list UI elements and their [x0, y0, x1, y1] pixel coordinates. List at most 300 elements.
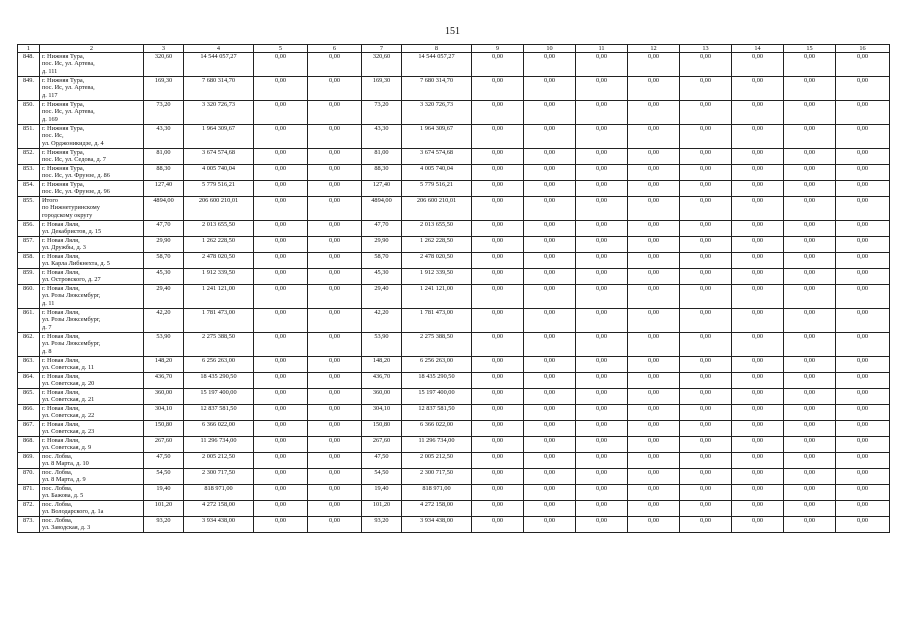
value-cell: 4894,00 — [144, 197, 184, 221]
value-cell: 0,00 — [472, 437, 524, 453]
value-cell: 0,00 — [254, 165, 308, 181]
table-row — [18, 253, 890, 269]
value-cell: 0,00 — [836, 237, 890, 253]
value-cell: 1 262 228,50 — [402, 237, 472, 253]
table-row — [18, 237, 890, 253]
value-cell: 148,20 — [362, 357, 402, 373]
value-cell: 0,00 — [472, 53, 524, 77]
value-cell: 0,00 — [524, 501, 576, 517]
value-cell: 0,00 — [784, 197, 836, 221]
value-cell: 0,00 — [576, 197, 628, 221]
row-number-cell: 862. — [18, 333, 40, 357]
value-cell: 0,00 — [628, 357, 680, 373]
value-cell: 0,00 — [254, 389, 308, 405]
table-row — [18, 501, 890, 517]
row-number-cell: 866. — [18, 405, 40, 421]
value-cell: 0,00 — [628, 405, 680, 421]
value-cell: 0,00 — [784, 237, 836, 253]
value-cell: 0,00 — [784, 53, 836, 77]
value-cell: 0,00 — [576, 309, 628, 333]
value-cell: 0,00 — [254, 485, 308, 501]
table-row — [18, 285, 890, 309]
value-cell: 0,00 — [308, 165, 362, 181]
value-cell: 0,00 — [524, 181, 576, 197]
value-cell: 0,00 — [308, 269, 362, 285]
value-cell: 1 262 228,50 — [184, 237, 254, 253]
value-cell: 0,00 — [254, 501, 308, 517]
column-header: 4 — [184, 45, 254, 53]
value-cell: 169,30 — [362, 77, 402, 101]
column-header: 3 — [144, 45, 184, 53]
value-cell: 53,90 — [362, 333, 402, 357]
value-cell: 0,00 — [836, 405, 890, 421]
value-cell: 0,00 — [472, 221, 524, 237]
value-cell: 0,00 — [576, 77, 628, 101]
address-cell: пос. Лобва, ул. 8 Марта, д. 9 — [40, 469, 144, 485]
value-cell: 15 197 400,00 — [402, 389, 472, 405]
value-cell: 1 964 309,67 — [184, 125, 254, 149]
value-cell: 29,90 — [144, 237, 184, 253]
value-cell: 42,20 — [362, 309, 402, 333]
value-cell: 7 680 314,70 — [402, 77, 472, 101]
value-cell: 0,00 — [576, 405, 628, 421]
value-cell: 0,00 — [784, 125, 836, 149]
table-header — [18, 45, 890, 53]
column-header: 11 — [576, 45, 628, 53]
value-cell: 0,00 — [836, 421, 890, 437]
column-header: 8 — [402, 45, 472, 53]
value-cell: 0,00 — [784, 389, 836, 405]
value-cell: 2 275 388,50 — [402, 333, 472, 357]
value-cell: 0,00 — [472, 101, 524, 125]
value-cell: 6 366 022,00 — [184, 421, 254, 437]
value-cell: 0,00 — [784, 333, 836, 357]
value-cell: 0,00 — [732, 197, 784, 221]
table-row — [18, 181, 890, 197]
value-cell: 0,00 — [576, 517, 628, 533]
value-cell: 0,00 — [836, 197, 890, 221]
value-cell: 0,00 — [524, 373, 576, 389]
address-cell: г. Новая Ляля, ул. Розы Люксембург, д. 7 — [40, 309, 144, 333]
table-row — [18, 221, 890, 237]
value-cell: 304,10 — [144, 405, 184, 421]
value-cell: 0,00 — [732, 421, 784, 437]
value-cell: 0,00 — [628, 77, 680, 101]
value-cell: 0,00 — [524, 285, 576, 309]
column-header: 13 — [680, 45, 732, 53]
value-cell: 0,00 — [472, 181, 524, 197]
value-cell: 0,00 — [524, 53, 576, 77]
row-number-cell: 853. — [18, 165, 40, 181]
value-cell: 818 971,00 — [402, 485, 472, 501]
value-cell: 0,00 — [836, 221, 890, 237]
value-cell: 0,00 — [628, 253, 680, 269]
value-cell: 0,00 — [680, 373, 732, 389]
value-cell: 0,00 — [680, 165, 732, 181]
value-cell: 0,00 — [732, 253, 784, 269]
value-cell: 2 478 020,50 — [184, 253, 254, 269]
value-cell: 127,40 — [144, 181, 184, 197]
value-cell: 0,00 — [308, 221, 362, 237]
value-cell: 0,00 — [680, 77, 732, 101]
value-cell: 0,00 — [628, 125, 680, 149]
value-cell: 0,00 — [784, 469, 836, 485]
value-cell: 47,70 — [144, 221, 184, 237]
value-cell: 169,30 — [144, 77, 184, 101]
registry-table — [17, 44, 890, 533]
value-cell: 0,00 — [732, 53, 784, 77]
value-cell: 81,00 — [362, 149, 402, 165]
value-cell: 0,00 — [308, 333, 362, 357]
row-number-cell: 864. — [18, 373, 40, 389]
row-number-cell: 860. — [18, 285, 40, 309]
value-cell: 0,00 — [836, 437, 890, 453]
value-cell: 88,30 — [362, 165, 402, 181]
row-number-cell: 854. — [18, 181, 40, 197]
table-row — [18, 165, 890, 181]
value-cell: 0,00 — [784, 373, 836, 389]
value-cell: 3 934 438,00 — [402, 517, 472, 533]
value-cell: 3 320 726,73 — [184, 101, 254, 125]
table-row — [18, 421, 890, 437]
value-cell: 320,60 — [144, 53, 184, 77]
row-number-cell: 859. — [18, 269, 40, 285]
value-cell: 0,00 — [254, 197, 308, 221]
value-cell: 0,00 — [628, 149, 680, 165]
value-cell: 4 272 158,00 — [402, 501, 472, 517]
value-cell: 11 296 734,00 — [402, 437, 472, 453]
value-cell: 0,00 — [576, 437, 628, 453]
value-cell: 0,00 — [524, 253, 576, 269]
value-cell: 0,00 — [628, 221, 680, 237]
table-row — [18, 53, 890, 77]
address-cell: г. Новая Ляля, ул. Дружбы, д. 3 — [40, 237, 144, 253]
value-cell: 93,20 — [144, 517, 184, 533]
value-cell: 0,00 — [576, 149, 628, 165]
value-cell: 0,00 — [628, 285, 680, 309]
value-cell: 0,00 — [254, 309, 308, 333]
value-cell: 0,00 — [628, 237, 680, 253]
value-cell: 0,00 — [472, 253, 524, 269]
value-cell: 0,00 — [732, 373, 784, 389]
value-cell: 0,00 — [254, 181, 308, 197]
table-row — [18, 309, 890, 333]
row-number-cell: 851. — [18, 125, 40, 149]
value-cell: 0,00 — [524, 101, 576, 125]
address-cell: г. Новая Ляля, ул. Розы Люксембург, д. 11 — [40, 285, 144, 309]
value-cell: 0,00 — [836, 77, 890, 101]
column-header: 2 — [40, 45, 144, 53]
value-cell: 0,00 — [576, 333, 628, 357]
value-cell: 0,00 — [254, 253, 308, 269]
value-cell: 0,00 — [784, 485, 836, 501]
value-cell: 0,00 — [308, 53, 362, 77]
value-cell: 304,10 — [362, 405, 402, 421]
value-cell: 1 241 121,00 — [402, 285, 472, 309]
value-cell: 0,00 — [732, 453, 784, 469]
address-cell: пос. Лобва, ул. 8 Марта, д. 10 — [40, 453, 144, 469]
value-cell: 42,20 — [144, 309, 184, 333]
value-cell: 320,60 — [362, 53, 402, 77]
address-cell: г. Нижняя Тура, пос. Ис, ул. Фрунзе, д. 96 — [40, 181, 144, 197]
address-cell: г. Новая Ляля, ул. Декабристов, д. 15 — [40, 221, 144, 237]
value-cell: 0,00 — [524, 309, 576, 333]
row-number-cell: 863. — [18, 357, 40, 373]
value-cell: 101,20 — [362, 501, 402, 517]
column-header: 16 — [836, 45, 890, 53]
value-cell: 150,80 — [144, 421, 184, 437]
value-cell: 0,00 — [524, 437, 576, 453]
value-cell: 0,00 — [254, 453, 308, 469]
address-cell: г. Новая Ляля, ул. Советская, д. 23 — [40, 421, 144, 437]
value-cell: 0,00 — [680, 485, 732, 501]
value-cell: 0,00 — [524, 517, 576, 533]
table-row — [18, 405, 890, 421]
value-cell: 45,30 — [362, 269, 402, 285]
value-cell: 0,00 — [680, 453, 732, 469]
address-cell: пос. Лобва, ул. Володарского, д. 1а — [40, 501, 144, 517]
value-cell: 1 241 121,00 — [184, 285, 254, 309]
value-cell: 12 837 581,50 — [402, 405, 472, 421]
value-cell: 0,00 — [524, 469, 576, 485]
value-cell: 0,00 — [524, 77, 576, 101]
table-row — [18, 453, 890, 469]
value-cell: 0,00 — [524, 125, 576, 149]
value-cell: 0,00 — [472, 501, 524, 517]
value-cell: 0,00 — [576, 101, 628, 125]
row-number-cell: 872. — [18, 501, 40, 517]
value-cell: 0,00 — [732, 181, 784, 197]
column-header: 10 — [524, 45, 576, 53]
address-cell: г. Новая Ляля, ул. Советская, д. 9 — [40, 437, 144, 453]
table-row — [18, 149, 890, 165]
value-cell: 0,00 — [836, 373, 890, 389]
value-cell: 148,20 — [144, 357, 184, 373]
value-cell: 6 256 263,00 — [184, 357, 254, 373]
value-cell: 150,80 — [362, 421, 402, 437]
value-cell: 0,00 — [836, 389, 890, 405]
row-number-cell: 871. — [18, 485, 40, 501]
value-cell: 0,00 — [576, 501, 628, 517]
value-cell: 0,00 — [680, 269, 732, 285]
value-cell: 0,00 — [784, 421, 836, 437]
value-cell: 4 272 158,00 — [184, 501, 254, 517]
value-cell: 0,00 — [472, 197, 524, 221]
value-cell: 0,00 — [680, 285, 732, 309]
value-cell: 0,00 — [680, 101, 732, 125]
value-cell: 0,00 — [628, 309, 680, 333]
row-number-cell: 855. — [18, 197, 40, 221]
value-cell: 0,00 — [576, 181, 628, 197]
value-cell: 0,00 — [732, 437, 784, 453]
value-cell: 0,00 — [524, 221, 576, 237]
value-cell: 0,00 — [628, 333, 680, 357]
value-cell: 0,00 — [836, 285, 890, 309]
table-row — [18, 373, 890, 389]
value-cell: 0,00 — [308, 197, 362, 221]
value-cell: 0,00 — [308, 149, 362, 165]
address-cell: пос. Лобва, ул. Заводская, д. 3 — [40, 517, 144, 533]
address-cell: г. Новая Ляля, ул. Карла Либкнехта, д. 5 — [40, 253, 144, 269]
value-cell: 0,00 — [836, 357, 890, 373]
table-row — [18, 517, 890, 533]
value-cell: 0,00 — [784, 269, 836, 285]
value-cell: 0,00 — [576, 221, 628, 237]
value-cell: 14 544 057,27 — [402, 53, 472, 77]
value-cell: 29,40 — [144, 285, 184, 309]
value-cell: 0,00 — [576, 53, 628, 77]
value-cell: 0,00 — [576, 357, 628, 373]
value-cell: 11 296 734,00 — [184, 437, 254, 453]
value-cell: 0,00 — [628, 269, 680, 285]
value-cell: 0,00 — [628, 373, 680, 389]
row-number-cell: 849. — [18, 77, 40, 101]
address-cell: г. Новая Ляля, ул. Островского, д. 27 — [40, 269, 144, 285]
table-row — [18, 333, 890, 357]
value-cell: 4 005 740,04 — [184, 165, 254, 181]
value-cell: 29,40 — [362, 285, 402, 309]
value-cell: 0,00 — [524, 197, 576, 221]
value-cell: 818 971,00 — [184, 485, 254, 501]
value-cell: 0,00 — [732, 389, 784, 405]
value-cell: 1 912 339,50 — [402, 269, 472, 285]
row-number-cell: 867. — [18, 421, 40, 437]
value-cell: 0,00 — [576, 253, 628, 269]
value-cell: 18 435 290,50 — [402, 373, 472, 389]
value-cell: 0,00 — [308, 101, 362, 125]
row-number-cell: 856. — [18, 221, 40, 237]
value-cell: 0,00 — [472, 77, 524, 101]
column-header: 12 — [628, 45, 680, 53]
value-cell: 267,60 — [144, 437, 184, 453]
value-cell: 0,00 — [524, 357, 576, 373]
value-cell: 54,50 — [144, 469, 184, 485]
value-cell: 43,30 — [144, 125, 184, 149]
value-cell: 0,00 — [308, 453, 362, 469]
value-cell: 0,00 — [472, 125, 524, 149]
value-cell: 0,00 — [784, 181, 836, 197]
value-cell: 0,00 — [628, 501, 680, 517]
value-cell: 0,00 — [732, 309, 784, 333]
value-cell: 47,50 — [362, 453, 402, 469]
value-cell: 0,00 — [576, 237, 628, 253]
value-cell: 2 300 717,50 — [184, 469, 254, 485]
value-cell: 3 674 574,68 — [402, 149, 472, 165]
value-cell: 0,00 — [732, 237, 784, 253]
value-cell: 0,00 — [680, 149, 732, 165]
value-cell: 0,00 — [254, 469, 308, 485]
value-cell: 360,00 — [144, 389, 184, 405]
value-cell: 0,00 — [628, 181, 680, 197]
value-cell: 0,00 — [308, 517, 362, 533]
value-cell: 7 680 314,70 — [184, 77, 254, 101]
value-cell: 0,00 — [576, 165, 628, 181]
value-cell: 0,00 — [784, 437, 836, 453]
value-cell: 0,00 — [628, 485, 680, 501]
value-cell: 45,30 — [144, 269, 184, 285]
value-cell: 0,00 — [576, 285, 628, 309]
value-cell: 0,00 — [254, 333, 308, 357]
header-row — [18, 45, 890, 53]
value-cell: 0,00 — [732, 469, 784, 485]
value-cell: 0,00 — [732, 101, 784, 125]
value-cell: 206 600 210,01 — [184, 197, 254, 221]
column-header: 6 — [308, 45, 362, 53]
value-cell: 0,00 — [254, 237, 308, 253]
value-cell: 0,00 — [524, 453, 576, 469]
address-cell: г. Нижняя Тура, пос. Ис, ул. Артева, д. 111 — [40, 53, 144, 77]
value-cell: 0,00 — [576, 269, 628, 285]
value-cell: 0,00 — [308, 357, 362, 373]
row-number-cell: 848. — [18, 53, 40, 77]
value-cell: 2 013 655,50 — [402, 221, 472, 237]
value-cell: 88,30 — [144, 165, 184, 181]
value-cell: 54,50 — [362, 469, 402, 485]
address-cell: г. Новая Ляля, ул. Советская, д. 21 — [40, 389, 144, 405]
value-cell: 43,30 — [362, 125, 402, 149]
value-cell: 58,70 — [362, 253, 402, 269]
value-cell: 4894,00 — [362, 197, 402, 221]
value-cell: 3 674 574,68 — [184, 149, 254, 165]
column-header: 15 — [784, 45, 836, 53]
value-cell: 0,00 — [836, 101, 890, 125]
value-cell: 0,00 — [308, 485, 362, 501]
value-cell: 0,00 — [576, 485, 628, 501]
address-cell: пос. Лобва, ул. Бажова, д. 5 — [40, 485, 144, 501]
value-cell: 0,00 — [680, 357, 732, 373]
value-cell: 0,00 — [836, 333, 890, 357]
value-cell: 6 366 022,00 — [402, 421, 472, 437]
value-cell: 0,00 — [836, 485, 890, 501]
value-cell: 0,00 — [732, 149, 784, 165]
value-cell: 0,00 — [784, 405, 836, 421]
value-cell: 0,00 — [472, 469, 524, 485]
value-cell: 0,00 — [524, 485, 576, 501]
value-cell: 0,00 — [680, 389, 732, 405]
value-cell: 0,00 — [836, 125, 890, 149]
value-cell: 0,00 — [254, 53, 308, 77]
value-cell: 2 005 212,50 — [402, 453, 472, 469]
value-cell: 0,00 — [576, 125, 628, 149]
column-header: 14 — [732, 45, 784, 53]
value-cell: 0,00 — [254, 421, 308, 437]
value-cell: 0,00 — [472, 405, 524, 421]
value-cell: 0,00 — [784, 149, 836, 165]
value-cell: 1 964 309,67 — [402, 125, 472, 149]
value-cell: 4 005 740,04 — [402, 165, 472, 181]
row-number-cell: 850. — [18, 101, 40, 125]
value-cell: 0,00 — [836, 165, 890, 181]
value-cell: 206 600 210,01 — [402, 197, 472, 221]
value-cell: 0,00 — [576, 469, 628, 485]
value-cell: 2 300 717,50 — [402, 469, 472, 485]
address-cell: г. Нижняя Тура, пос. Ис, ул. Орджоникидзе, д. 4 — [40, 125, 144, 149]
value-cell: 19,40 — [144, 485, 184, 501]
value-cell: 0,00 — [524, 405, 576, 421]
value-cell: 0,00 — [308, 285, 362, 309]
value-cell: 0,00 — [308, 421, 362, 437]
value-cell: 0,00 — [472, 309, 524, 333]
value-cell: 0,00 — [680, 181, 732, 197]
value-cell: 0,00 — [732, 517, 784, 533]
value-cell: 0,00 — [308, 437, 362, 453]
value-cell: 0,00 — [732, 333, 784, 357]
value-cell: 127,40 — [362, 181, 402, 197]
value-cell: 2 005 212,50 — [184, 453, 254, 469]
value-cell: 73,20 — [362, 101, 402, 125]
value-cell: 0,00 — [784, 357, 836, 373]
table-row — [18, 469, 890, 485]
